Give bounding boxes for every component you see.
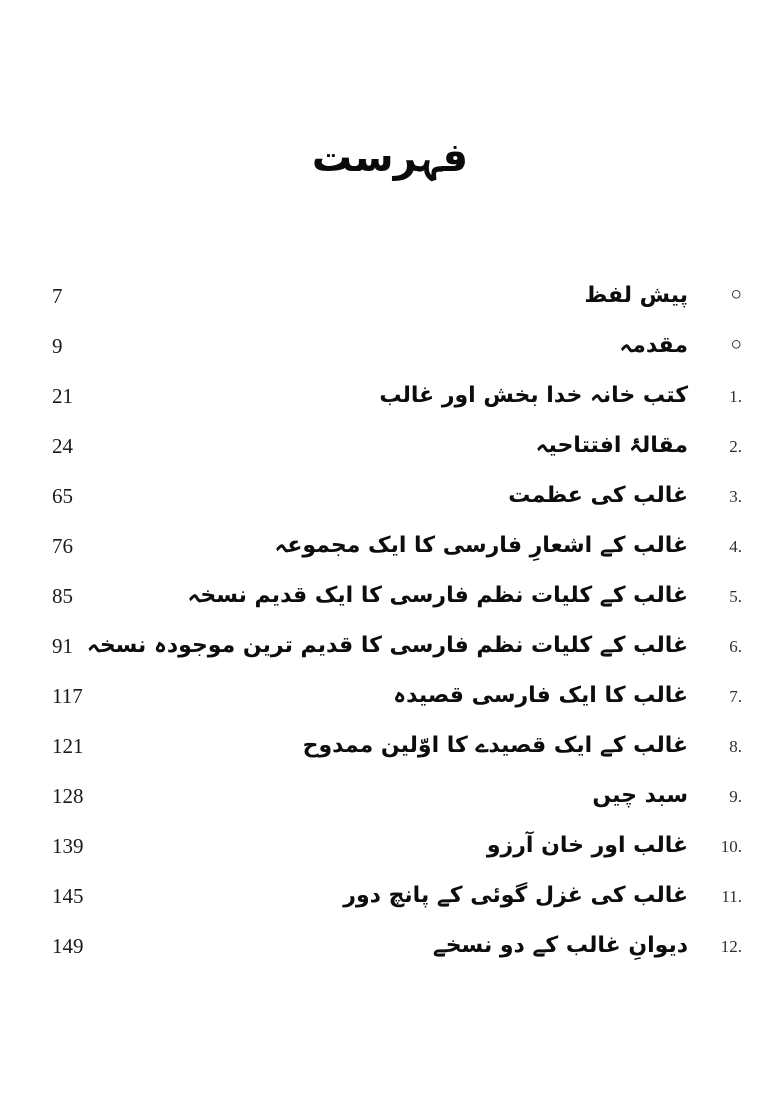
entry-page-number: 128 — [52, 784, 84, 808]
entry-number: 5. — [729, 587, 742, 606]
entry-title[interactable]: دیوانِ غالب کے دو نسخے — [432, 933, 688, 958]
entry-page-number: 91 — [52, 634, 73, 658]
entry-title[interactable]: مقدمہ — [619, 333, 688, 358]
entry-page-number: 21 — [52, 384, 73, 408]
entry-page-number: 65 — [52, 484, 73, 508]
entry-page-number: 24 — [52, 434, 73, 458]
toc-entry-row[interactable] — [0, 522, 780, 572]
toc-entry-row[interactable] — [0, 422, 780, 472]
toc-entry-row[interactable] — [0, 272, 780, 322]
entry-number: 3. — [729, 487, 742, 506]
entry-title[interactable]: غالب کے کلیات نظم فارسی کا قدیم ترین موجودہ نسخہ — [86, 633, 688, 658]
entry-number: 11. — [721, 887, 742, 906]
entry-page-number: 121 — [52, 734, 84, 758]
toc-entry-row[interactable] — [0, 472, 780, 522]
entry-page-number: 145 — [52, 884, 84, 908]
entry-page-number: 76 — [52, 534, 73, 558]
bullet-circle-icon: ○ — [730, 284, 742, 305]
entry-title[interactable]: مقالۂ افتتاحیہ — [535, 433, 688, 458]
entry-title[interactable]: غالب کے کلیات نظم فارسی کا ایک قدیم نسخہ — [187, 583, 688, 608]
toc-entry-row[interactable] — [0, 922, 780, 972]
entry-title[interactable]: پیش لفظ — [584, 283, 688, 308]
toc-entry-row[interactable] — [0, 572, 780, 622]
toc-entry-row[interactable] — [0, 722, 780, 772]
entry-page-number: 7 — [52, 284, 63, 308]
entry-number: 10. — [720, 837, 742, 856]
entry-title[interactable]: غالب کے ایک قصیدے کا اوّلین ممدوح — [302, 733, 688, 758]
entry-number: 12. — [720, 937, 742, 956]
entry-title[interactable]: غالب اور خان آرزو — [486, 833, 688, 858]
entry-title[interactable]: غالب کی عظمت — [508, 483, 688, 508]
entry-number: 9. — [729, 787, 742, 806]
toc-entry-row[interactable] — [0, 772, 780, 822]
toc-entry-row[interactable] — [0, 622, 780, 672]
page-title: فہرست — [311, 135, 469, 181]
entry-title[interactable]: غالب کا ایک فارسی قصیدہ — [393, 683, 688, 708]
entry-number: 7. — [729, 687, 742, 706]
toc-entry-row[interactable] — [0, 872, 780, 922]
table-of-contents-list — [0, 272, 780, 972]
entry-title[interactable]: سبد چیں — [592, 783, 688, 808]
entry-title[interactable]: غالب کی غزل گوئی کے پانچ دور — [343, 883, 688, 908]
entry-page-number: 149 — [52, 934, 84, 958]
entry-number: 6. — [729, 637, 742, 656]
toc-entry-row[interactable] — [0, 822, 780, 872]
entry-page-number: 139 — [52, 834, 84, 858]
entry-number: 4. — [729, 537, 742, 556]
entry-page-number: 9 — [52, 334, 63, 358]
entry-number: 8. — [729, 737, 742, 756]
toc-entry-row[interactable] — [0, 372, 780, 422]
entry-page-number: 85 — [52, 584, 73, 608]
entry-title[interactable]: کتب خانہ خدا بخش اور غالب — [379, 383, 688, 408]
entry-page-number: 117 — [52, 684, 83, 708]
toc-entry-row[interactable] — [0, 672, 780, 722]
entry-title[interactable]: غالب کے اشعارِ فارسی کا ایک مجموعہ — [274, 533, 688, 558]
toc-entry-row[interactable] — [0, 322, 780, 372]
entry-number: 1. — [729, 387, 742, 406]
entry-number: 2. — [729, 437, 742, 456]
bullet-circle-icon: ○ — [730, 334, 742, 355]
